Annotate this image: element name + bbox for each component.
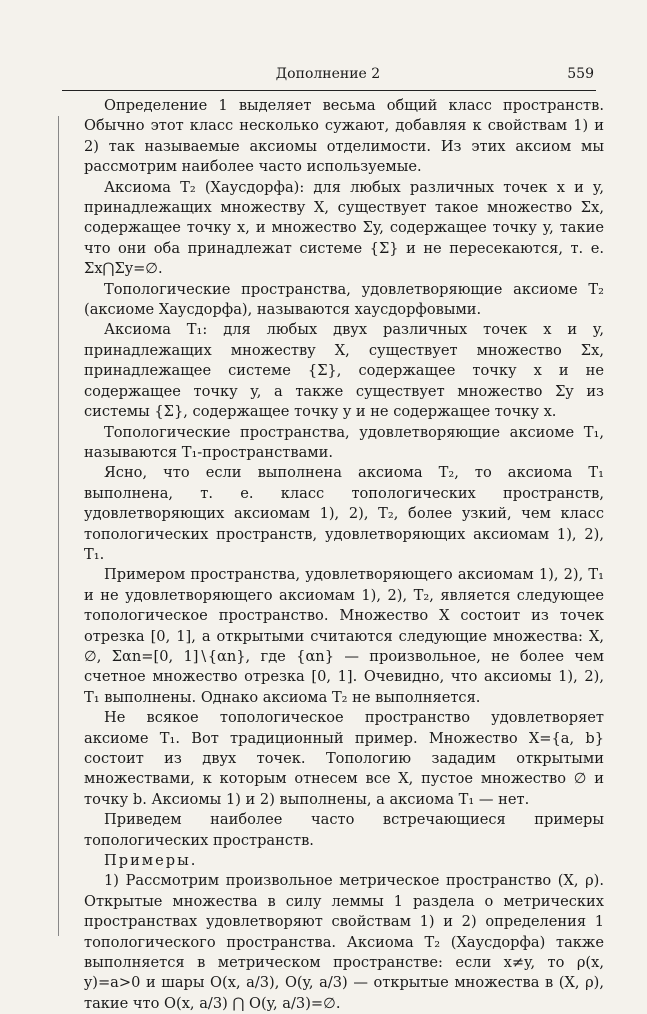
page-number: 559 — [567, 66, 594, 82]
paragraph-axiom-t2: Аксиома T₂ (Хаусдорфа): для любых различных точек x и y, принадлежащих множеству X, существует такое множество Σx, содержащее точку x, и множество Σy, содержащее точку y, такие что они оба принадлежат системе {Σ} и не пересекаются, т. е. Σx⋂Σy=∅. — [84, 178, 604, 278]
paragraph-clear: Ясно, что если выполнена аксиома T₂, то аксиома T₁ выполнена, т. е. класс топологических пространств, удовлетворяющих аксиомам 1), 2), T₂, более узкий, чем класс топологических пространств, удовлетворяющих аксиомам 1), 2), T₁. — [84, 464, 604, 563]
margin-line — [58, 116, 59, 936]
header-rule — [62, 90, 596, 91]
page-header — [62, 64, 594, 86]
paragraph-intro-examples: Приведем наиболее часто встречающиеся примеры топологических пространств. — [84, 811, 604, 849]
paragraph-example-t1: Примером пространства, удовлетворяющего аксиомам 1), 2), T₁ и не удовлетворяющего аксиомам 1), 2), T₂, является следующее топологическое пространство. Множество X состоит из точек отрезка [0, 1], а открытыми считаются следующие множества: X, ∅, Σαn=[0, 1]∖{αn}, где {αn} — произвольное, не более чем счетное множество отрезка [0, 1]. Очевидно, что аксиомы 1), 2), T₁ выполнены. Однако аксиома T₂ не выполняется. — [84, 566, 604, 706]
paragraph-axiom-t1: Аксиома T₁: для любых двух различных точек x и y, принадлежащих множеству X, существует множество Σx, принадлежащее системе {Σ}, содержащее точку x и не содержащее точку y, а также существует множество Σy из системы {Σ}, содержащее точку y и не содержащее точку x. — [84, 321, 604, 421]
paragraph-t1-spaces: Топологические пространства, удовлетворяющие аксиоме T₁, называются T₁-пространствами. — [84, 423, 604, 461]
running-title: Дополнение 2 — [275, 66, 381, 82]
paragraph-definition: Определение 1 выделяет весьма общий класс пространств. Обычно этот класс несколько сужают, добавляя к свойствам 1) и 2) так называемые аксиомы отделимости. Из этих аксиом мы рассмотрим наиболее часто используемые. — [84, 97, 604, 176]
page-body — [84, 96, 604, 1014]
paragraph-metric-example: 1) Рассмотрим произвольное метрическое пространство (X, ρ). Открытые множества в силу леммы 1 раздела о метрических пространствах удовлетворяют свойствам 1) и 2) определения 1 топологического пространства. Аксиома T₂ (Хаусдорфа) также выполняется в метрическом пространстве: если x≠y, то ρ(x, y)=a>0 и шары O(x, a/3), O(y, a/3) — открытые множества в (X, ρ), такие что O(x, a/3) ⋂ O(y, a/3)=∅. — [84, 872, 604, 1012]
paragraph-examples-heading: Примеры. — [104, 852, 198, 870]
paragraph-not-t1: Не всякое топологическое пространство удовлетворяет аксиоме T₁. Вот традиционный пример. Множество X={a, b} состоит из двух точек. Топологию зададим открытыми множествами, к которым отнесем все X, пустое множество ∅ и точку b. Аксиомы 1) и 2) выполнены, а аксиома T₁ — нет. — [84, 709, 604, 808]
paragraph-hausdorff-spaces: Топологические пространства, удовлетворяющие аксиоме T₂ (аксиоме Хаусдорфа), называются хаусдорфовыми. — [84, 280, 604, 319]
